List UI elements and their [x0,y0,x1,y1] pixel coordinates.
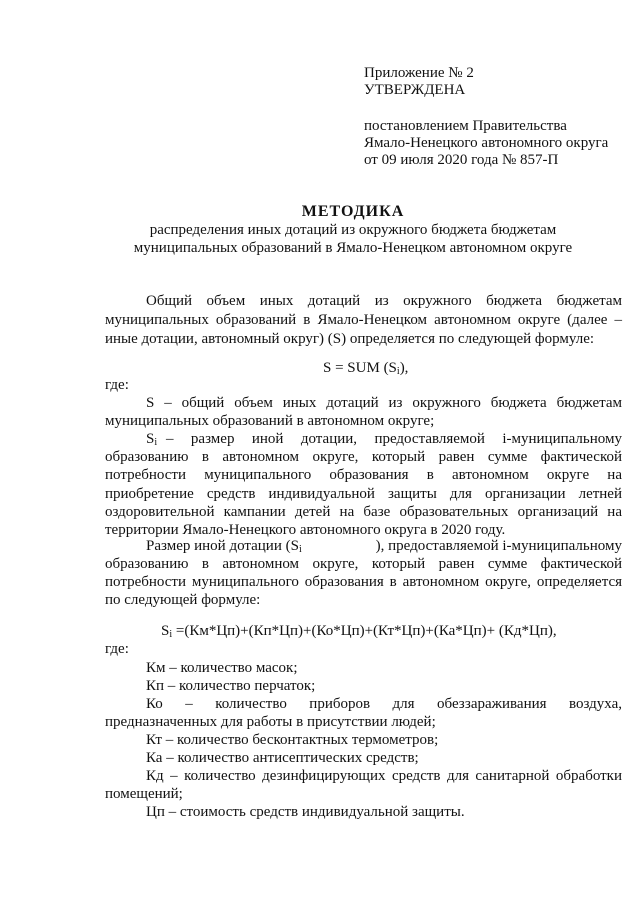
def-s-line-1: S – общий объем иных дотаций из окружного бюджета бюджетам [146,395,622,411]
def-cp: Цп – стоимость средств индивидуальной защиты. [146,804,465,820]
paragraph-1-line-3: иные дотации, автономный округ) (S) определяется по следующей формуле: [105,331,595,347]
formula-subsidy: $S_i =(Км*Цп)+(Кп*Цп)+(Ко*Цп)+(Кт*Цп)+(Ка*Цп)+ (Кд*Цп)$, [161,623,557,640]
where-label: где: [105,377,129,393]
paragraph-2-line-1: Размер иной дотации ($S_i$ ), предоставляемой i-муниципальному [146,538,622,555]
def-kd-line-2: помещений; [105,786,183,802]
paragraph-1-line-1: Общий объем иных дотаций из окружного бюджета бюджетам [146,293,622,309]
approved-by-line-3: от 09 июля 2020 года № 857-П [364,152,559,168]
def-kd-line-1: Кд – количество дезинфицирующих средств для санитарной обработки [146,768,622,784]
paragraph-2-line-3: потребности муниципального образования в автономном округе, определяется [105,574,622,590]
def-ka: Ка – количество антисептических средств; [146,750,419,766]
def-s-line-2: муниципальных образований в автономном округе; [105,413,435,429]
def-si-line-2: образованию в автономном округе, который равен сумме фактической [105,449,622,465]
paragraph-2-line-4: по следующей формуле: [105,592,261,608]
def-kp: Кп – количество перчаток; [146,678,316,694]
paragraph-1-line-2: муниципальных образований в Ямало-Ненецком автономном округе (далее – [105,312,622,328]
where-label-2: где: [105,641,129,657]
def-kt: Кт – количество бесконтактных термометров; [146,732,439,748]
approved-by-line-1: постановлением Правительства [364,118,567,134]
doc-title: МЕТОДИКА [301,203,405,220]
approved-by-line-2: Ямало-Ненецкого автономного округа [364,135,609,151]
paragraph-2-line-2: образованию в автономном округе, который равен сумме фактической [105,556,622,572]
def-si-symbol: $S_i$ [146,431,158,448]
def-si-line-4: приобретение средств индивидуальной защиты для организации летней [105,486,622,502]
def-si-line-6: территории Ямало-Ненецкого автономного округа в 2020 году. [105,522,506,538]
approved-label: УТВЕРЖДЕНА [364,82,466,98]
doc-subtitle-line-1: распределения иных дотаций из окружного бюджета бюджетам [149,222,557,238]
def-si-line-5: оздоровительной кампании детей на базе образовательных организаций на [105,504,622,520]
def-km: Км – количество масок; [146,660,298,676]
doc-subtitle-line-2: муниципальных образований в Ямало-Ненецком автономном округе [133,240,573,256]
def-si-line-3: потребности муниципального образования в автономном округе на [105,467,622,483]
def-ko-line-1: Ко – количество приборов для обеззараживания воздуха, [146,696,622,712]
def-ko-line-2: предназначенных для работы в присутствии людей; [105,714,436,730]
def-si-line-1: – размер иной дотации, предоставляемой i-муниципальному [166,431,622,447]
appendix-number: Приложение № 2 [364,65,474,81]
formula-total: S = SUM $(S_i)$, [323,360,409,377]
